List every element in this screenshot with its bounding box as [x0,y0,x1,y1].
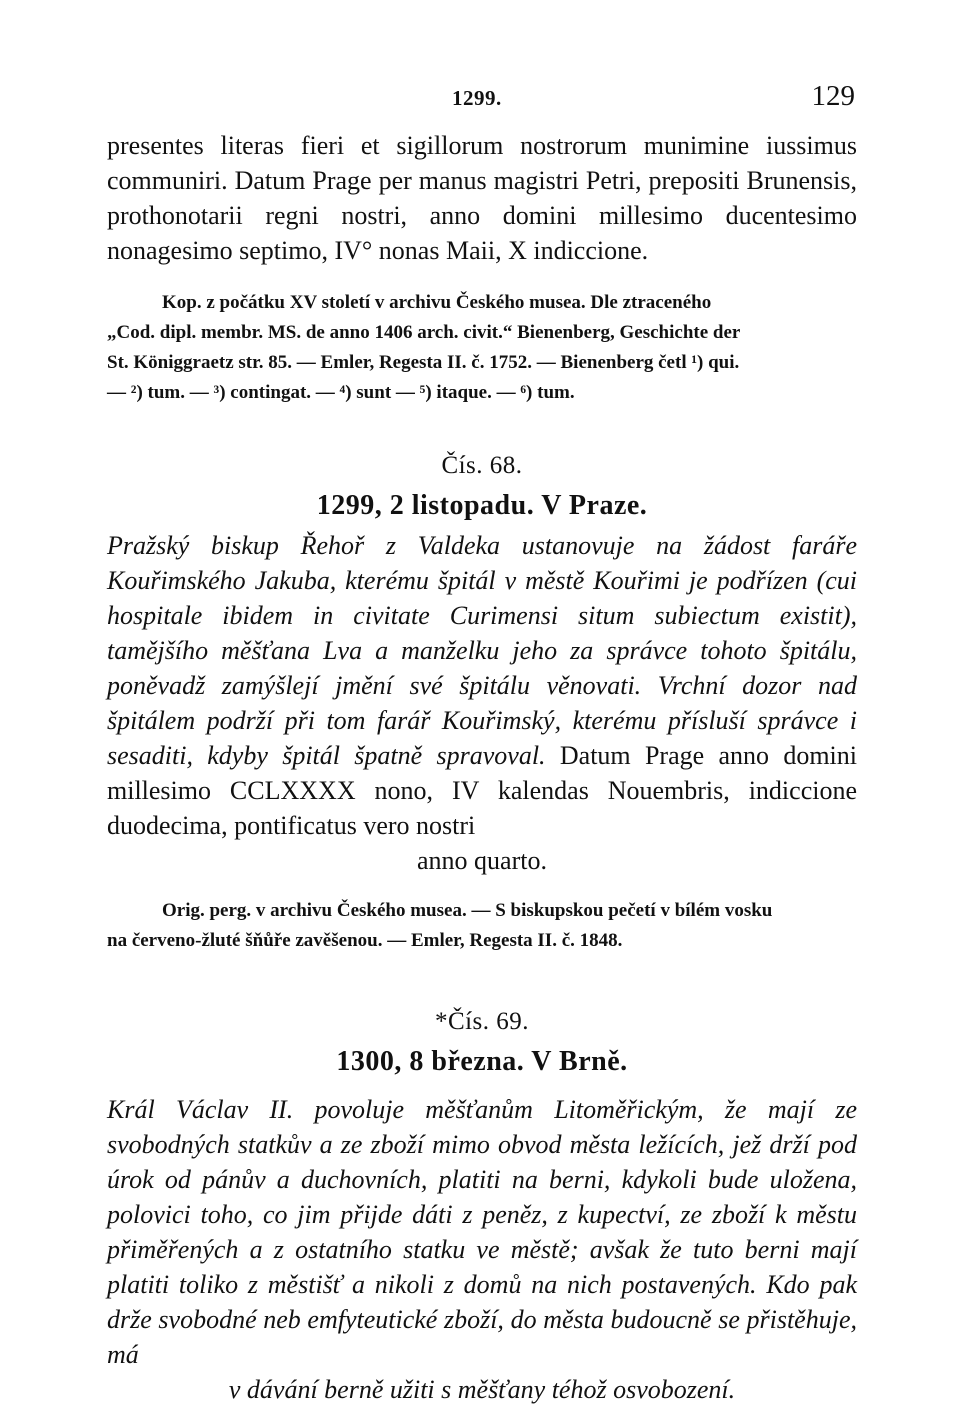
running-head [107,80,857,120]
regest-68-datum: Datum Prage anno domini millesimo CCLXXXX nono, IV kalendas Nouembris, indiccione duodecima, pontificatus vero nostri [107,741,857,840]
running-head-year: 1299. [452,86,502,110]
regest-69 [107,1092,857,1407]
footnote-line: „Cod. dipl. membr. MS. de anno 1406 arch. civit.“ Bienenberg, Geschichte der [107,322,741,343]
footnote-block-2 [107,896,857,956]
footnote-line: na červeno-žluté šňůře zavěšenou. — Emler, Regesta II. č. 1848. [107,930,623,951]
document-number-68: Čís. 68. [441,452,523,479]
footnote-block-1 [107,288,857,408]
document-date-69: 1300, 8 března. V Brně. [336,1046,628,1077]
footnote-line: Kop. z počátku XV století v archivu Českého musea. Dle ztraceného [162,292,712,313]
regest-68-summary: Pražský biskup Řehoř z Valdeka ustanovuje na žádost faráře Kouřimského Jakuba, kterému špitál v městě Kouřimi je podřízen (cui hospitale ibidem in civitate Curimensi situm subiectum existit), tamějšího měšťana Lva a manželku jeho za správce tohoto špitálu, poněvadž zamýšlejí jmění své špitálu věnovati. Vrchní dozor nad špitálem podrží při tom farář Kouřimský, kterému přísluší správce i sesaditi, kdyby špitál špatně spravoval. [107,531,857,770]
regest-68 [107,528,857,878]
book-page [107,80,857,1407]
regest-69-summary: Král Václav II. povoluje měšťanům Litoměřickým, že mají ze svobodných statkův a ze zboží mimo obvod města ležících, jež drží pod úrok od pánův a duchovních, platiti na berni, kdykoli bude uložena, polovici toho, co jim přijde dáti z peněz, z kupectví, ze zboží k městu přiměřených a z ostatního statku ve městě; avšak že tuto berni mají platiti toliko z městišť a nikoli z domů na nich postavených. Kdo pak drže svobodné neb emfyteutické zboží, do města budoucně se přistěhuje, má [107,1095,857,1369]
page-number: 129 [811,80,855,112]
footnote-line: Orig. perg. v archivu Českého musea. — S biskupskou pečetí v bílém vosku [162,900,773,921]
document-date-68: 1299, 2 listopadu. V Praze. [316,490,648,521]
continuation-paragraph: presentes literas fieri et sigillorum nostrorum munimine iussimus communiri. Datum Prage per manus magistri Petri, prepositi Brunensis, prothonotarii regni nostri, anno domini millesimo ducentesimo nonagesimo septimo, IV° nonas Maii, X indiccione. [107,131,857,265]
footnote-line: — ²) tum. — ³) contingat. — ⁴) sunt — ⁵) itaque. — ⁶) tum. [107,382,575,403]
footnote-line: St. Königgraetz str. 85. — Emler, Regesta II. č. 1752. — Bienenberg četl ¹) qui. [107,352,740,373]
regest-69-last-line: v dávání berně užiti s měšťany téhož osvobození. [228,1375,736,1404]
document-number-69: *Čís. 69. [434,1008,530,1035]
regest-68-datum-last: anno quarto. [417,846,547,875]
